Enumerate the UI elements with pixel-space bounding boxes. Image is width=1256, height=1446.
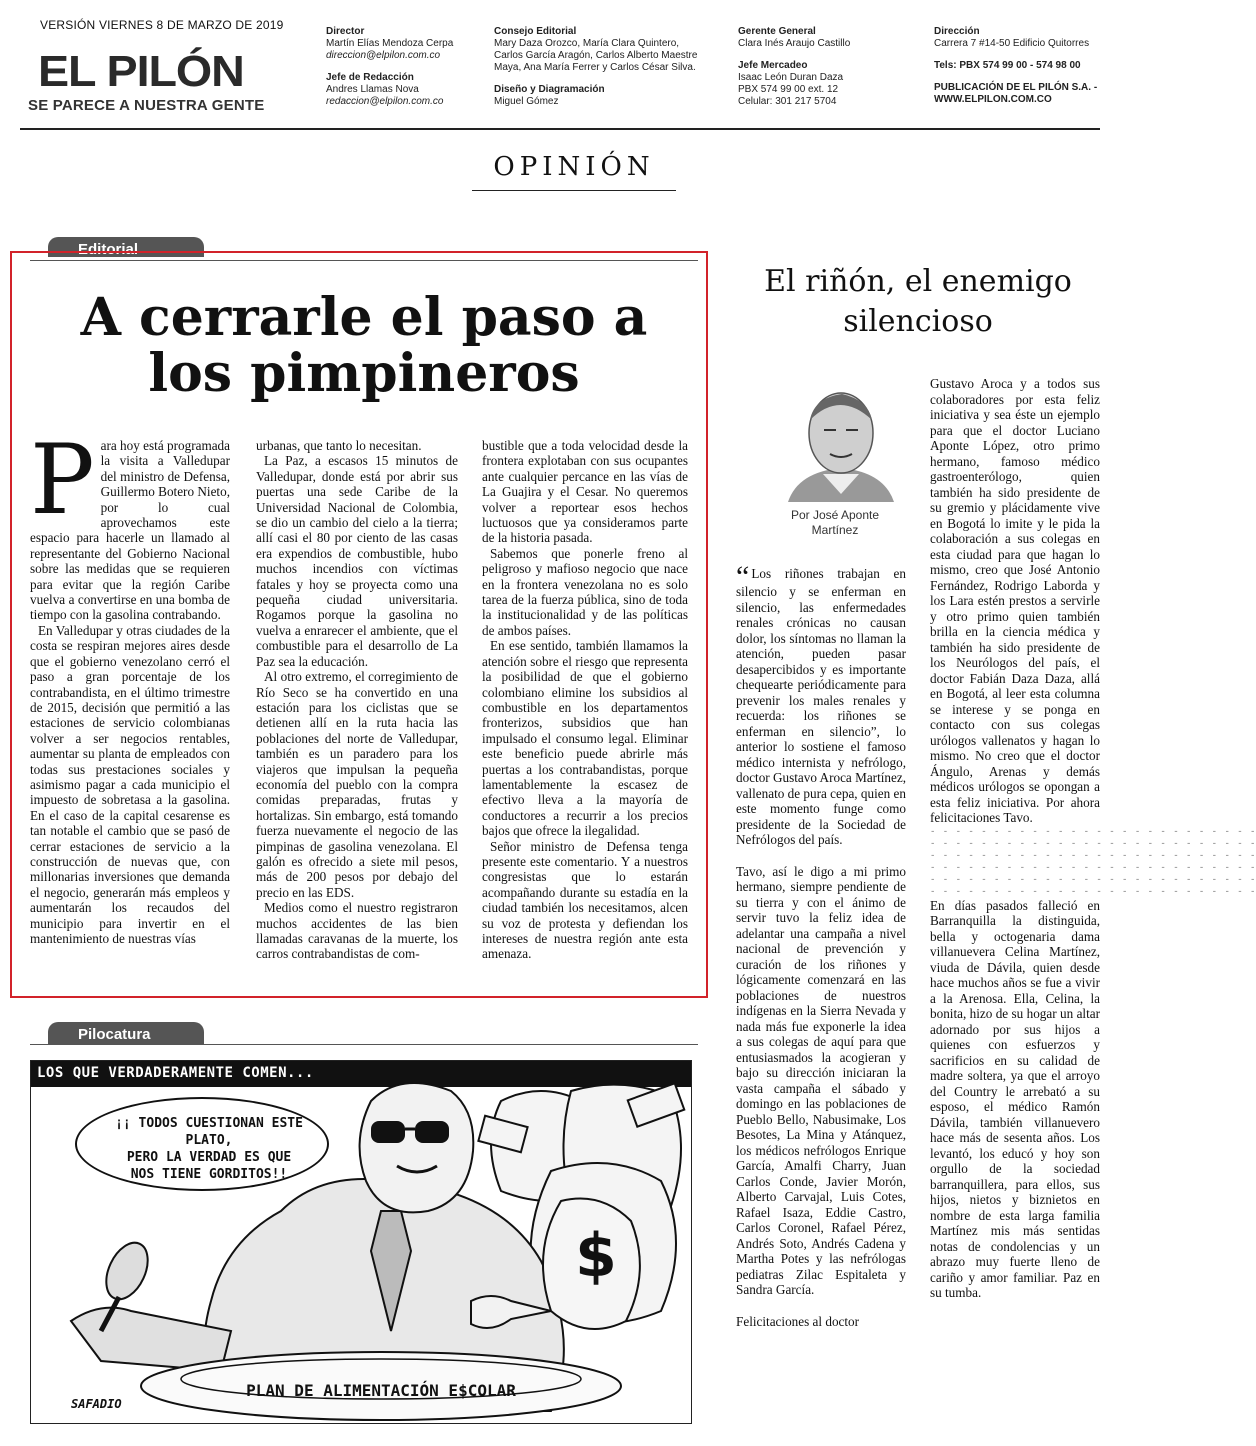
direccion-label: Dirección — [934, 26, 980, 37]
editorial-column-2 — [256, 438, 458, 962]
column-paragraph: Tavo, así le digo a mi primo hermano, siempre pendiente de su tierra y con el ánimo de servir tuvo la feliz idea de adelantar una campaña a nivel nacional de prevención y curación de los riñones y lógicamente comenzará en las poblaciones de nuestros indígenas en la Sierra Nevada y nada más fue exponerle la idea a sus colegas de aquí para que entusiasmados la acogieran y bajo su dirección iniciaran la vasta campaña el sábado y domingo en las poblaciones de Pueblo Bello, Nabusimake, Los Besotes, La Mina y Atánquez, los médicos nefrólogos Enrique García, Amalfi Charry, Juan Carlos Conde, Javier Morón, Alberto Carvajal, Luis Cotes, Rafael Isaza, Eddie Castro, Carlos Coronel, Rafael Pérez, Andrés Soto, Andrés Cadena y Martha Potes y las nefrólogas pediatras Zilac Espitaleta y Sandra García. — [736, 863, 906, 1297]
editorial-tab: Editorial — [48, 237, 204, 257]
direccion-phones: Tels: PBX 574 99 00 - 574 98 00 — [934, 60, 1081, 71]
gerente-name: Clara Inés Araujo Castillo — [738, 38, 851, 49]
editorial-paragraph: Medios como el nuestro registraron muchos accidentes de las bien llamadas caravanas de la muerte, los carros contrabandistas de com- — [256, 900, 458, 962]
pilocatura-rule — [30, 1044, 698, 1045]
director-label: Director — [326, 26, 365, 37]
publicacion-line-1: PUBLICACIÓN DE EL PILÓN S.A. - — [934, 82, 1098, 93]
column-title — [720, 262, 1116, 342]
director-email: direccion@elpilon.com.co — [326, 50, 441, 61]
column-byline — [770, 508, 900, 538]
staff-direccion — [934, 26, 1114, 106]
editorial-column-3 — [482, 438, 688, 962]
consejo-line-3: Maya, Ana María Ferrer y Carlos César Silva. — [494, 62, 696, 73]
jefe-redaccion-name: Andres Llamas Nova — [326, 84, 419, 95]
column-text-a — [736, 560, 906, 1329]
byline-line-1: Por José Aponte — [790, 508, 880, 522]
separator-dashes: - - - - - - - - - - - - - - - - - - - - - - - - - - - - - - - - - - - - - - - - - - - - - - - - - - - - - - - - - - - - - - - - - - - - - - - - - - - - - - - - - - - - - - - - - - - - - - - - - - - - - - - - - - - - - - - - - - - - - - - - - - - - - - - - - - - - - - - - - - - - - - - - - - - - - - - - - - - - — [930, 826, 1256, 897]
cartoon-banner-text: LOS QUE VERDADERAMENTE COMEN... — [37, 1065, 314, 1081]
gerente-label: Gerente General — [738, 26, 816, 37]
section-title-rule — [472, 190, 676, 191]
editorial-paragraph: Sabemos que ponerle freno al peligroso y mafioso negocio que nace en la frontera venezolana no es solo tarea de la fuerza pública, sino de toda la institucionalidad y de las políticas de ambos países. — [482, 545, 688, 638]
mercadeo-name: Isaac León Duran Daza — [738, 72, 844, 83]
cartoon — [30, 1060, 692, 1424]
direccion-address: Carrera 7 #14-50 Edificio Quitorres — [934, 38, 1090, 49]
masthead-rule — [20, 128, 1100, 130]
editorial-dropcap: P — [30, 424, 95, 536]
editorial-column-1 — [30, 424, 230, 946]
mercadeo-cel: Celular: 301 217 5704 — [738, 96, 837, 107]
column-title-line-2: silencioso — [843, 304, 993, 339]
publicacion-line-2: WWW.ELPILON.COM.CO — [934, 94, 1052, 105]
newspaper-slogan: SE PARECE A NUESTRA GENTE — [28, 97, 265, 114]
author-portrait — [778, 378, 904, 502]
bubble-line-3: NOS TIENE GORDITOS!! — [130, 1167, 288, 1182]
editorial-rule — [30, 260, 698, 261]
character-head — [360, 1083, 474, 1212]
bubble-line-2: PERO LA VERDAD ES QUE — [126, 1150, 292, 1165]
column-paragraph: Los riñones trabajan en silencio y se enferman en silencio, las enfermedades renales crónicas no causan dolor, los síntomas no llaman la atención, pueden pasar desapercibidos y es importante chequearte periódicamente para prevenir los males renales y recuerda: los riñones se enferman en silencio”, lo anterior lo sostiene el famoso médico internista y nefrólogo, doctor Gustavo Aroca Martínez, vallenato de pura cepa, quien en este momento funge como presidente de la Sociedad de Nefrólogos del país. — [736, 566, 906, 847]
speech-bubble-text — [109, 1115, 309, 1183]
column-paragraph: En días pasados falleció en Barranquilla la distinguida, bella y octogenaria dama villanuevera Celina Martínez, viuda de Dávila, quien desde hace muchos años se fue a vivir a la Arenosa. Ella, Celina, la bonita, hizo de su hogar un altar adornado por sus hijos a quienes con esfuerzos y sacrificios en su calidad de madre soltera, ya que el arroyo del Country le arrebató a su esposo, el médico Ramón Dávila, también villanuevero hace más de sesenta años. Los levantó, los educó y hoy son orgullo de la sociedad barranquillera, para ellos, sus hijos, nietos y biznietos en nombre de esta larga familia Martínez mis más sentidas notas de condolencias y un abrazo muy fuerte lleno de cariño y amor familiar. Paz en su tumba. — [930, 897, 1100, 1300]
director-name: Martín Elías Mendoza Cerpa — [326, 38, 454, 49]
column-paragraph: Felicitaciones al doctor — [736, 1313, 860, 1329]
consejo-label: Consejo Editorial — [494, 26, 577, 37]
jefe-redaccion-label: Jefe de Redacción — [326, 72, 414, 83]
editorial-paragraph: En Valledupar y otras ciudades de la costa se respiran mejores aires desde que el gobierno venezolano cerró el paso a gran porcentaje de los contrabandista, en el último trimestre de 2015, decisión que permitió a las estaciones de servicio colombianas volver a ser negocios rentables, aumentar su planta de empleados con todas sus prestaciones sociales y asimismo pagar a cada municipio el impuesto de sobretasa a la gasolina. En el caso de la capital cesarense es tan notable el cambio que se pasó de cerrar estaciones de servicio a la construcción de nuevas que, con millonarias inversiones que demanda el negocio, generarán más empleos y aumentarán los recaudos del municipio para invertir en el mantenimiento de nuestras vías — [30, 622, 230, 946]
mercadeo-pbx: PBX 574 99 00 ext. 12 — [738, 84, 839, 95]
staff-consejo — [494, 26, 724, 108]
newspaper-logo: EL PILÓN — [38, 47, 244, 96]
consejo-line-2: Carlos García Aragón, Carlos Alberto Maestre — [494, 50, 698, 61]
headline-line-2: los pimpineros — [148, 343, 580, 404]
dollar-sign: $ — [575, 1221, 617, 1291]
jefe-redaccion-email: redaccion@elpilon.com.co — [326, 96, 444, 107]
editorial-paragraph: Al otro extremo, el corregimiento de Río Seco se ha convertido en una estación para los ciclistas que se detienen allí en la ruta hacia las poblaciones del norte de Valledupar, también es un paradero para los viajeros que impulsan la pequeña economía del pueblo con la compra comidas preparadas, frutas y hortalizas. Sin embargo, está tomando fuerza nuevamente el negocio de las pimpinas de gasolina venezolana. El galón es ofrecido a siete mil pesos, más de 200 pesos por debajo del precio en las EDS. — [256, 669, 458, 900]
section-title: OPINIÓN — [493, 152, 655, 182]
headline-line-1: A cerrarle el paso a — [80, 287, 648, 348]
byline-line-2: Martínez — [811, 523, 859, 537]
bubble-line-1: ¡¡ TODOS CUESTIONAN ESTE PLATO, — [115, 1116, 303, 1148]
column-paragraph: Gustavo Aroca y a todos sus colaboradores por esta feliz iniciativa y sea éste un ejemplo para que el doctor Luciano Aponte López, otro primo hermano, famoso médico gastroenterólogo, quien también ha sido presidente de su gremio y plácidamente vive en Bogotá lo imite y le pida la colaboración a sus colegas en esta ciudad para que hagan lo mismo, creo que José Antonio Fernández, Rodrigo Laborda y los Lara estén prestos a servirle y otro primo quien también brilla en la ciencia médica y también ha sido presidente de los Neurólogos del país, el doctor Fabián Daza Daza, allá en Bogotá, al leer esta columna se interese y se ponga en contacto con sus colegas urólogos vallenatos y hagan lo mismo. No creo que el doctor Ángulo, Arenas y demás médicos urólogos se opongan a esta feliz iniciativa. Por ahora felicitaciones Tavo. — [930, 376, 1100, 825]
edition-date: VERSIÓN VIERNES 8 DE MARZO DE 2019 — [40, 18, 284, 32]
column-text-b — [930, 376, 1256, 1301]
editorial-paragraph: bustible que a toda velocidad desde la frontera explotaban con sus ocupantes ante cualquier percance en las vías de La Guajira y el Cesar. No queremos volver a reportear esos hechos luctuosos que ya consideramos parte de la historia pasada. — [482, 438, 688, 546]
consejo-line-1: Mary Daza Orozco, María Clara Quintero, — [494, 38, 680, 49]
mercadeo-label: Jefe Mercadeo — [738, 60, 808, 71]
editorial-paragraph: La Paz, a escasos 15 minutos de Valledupar, donde está por abrir sus puertas una sede Caribe de la Universidad Nacional de Colombia, se dio un cambio del cielo a la tierra; allí casi el 80 por ciento de las casas era expendios de combustible, hubo muchos incendios con víctimas fatales y hoy se proyecta como una pequeña ciudad universitaria. Rogamos porque la gasolina no vuelva a enrarecer el ambiente, que el combustible para el desarrollo de La Paz sea la educación. — [256, 453, 458, 669]
pilocatura-tab: Pilocatura — [48, 1022, 204, 1044]
quote-mark: “ — [736, 560, 750, 593]
editorial-paragraph: En ese sentido, también llamamos la atención sobre el riesgo que representa la posibilidad de que el gobierno colombiano elimine los subsidios al combustible en los departamentos fronterizos, subsidios que han impulsado el consumo legal. Eliminar este beneficio puede abrirle más puertas a los contrabandistas, porque lamentablemente la escasez de efectivo lleva a la mayoría de conductores a recurrir a los precios bajos que ofrece la ilegalidad. — [482, 638, 688, 839]
editorial-paragraph: urbanas, que tanto lo necesitan. — [256, 438, 422, 453]
staff-gerencia — [738, 26, 918, 108]
editorial-headline — [30, 287, 698, 404]
diseno-label: Diseño y Diagramación — [494, 84, 605, 95]
cartoonist-signature: SAFADIO — [71, 1397, 122, 1411]
plate-label: PLAN DE ALIMENTACIÓN E$COLAR — [246, 1381, 516, 1400]
editorial-paragraph: Señor ministro de Defensa tenga presente este comentario. Y a nuestros congresistas que lo estarán acompañando durante su estadía en la ciudad también los necesitamos, alcen su voz de protesta y defiendan los intereses de nuestra región ante esta amenaza. — [482, 838, 688, 962]
diseno-name: Miguel Gómez — [494, 96, 559, 107]
column-title-line-1: El riñón, el enemigo — [764, 264, 1072, 299]
staff-director — [326, 26, 486, 108]
editorial-paragraph: ara hoy está programada la visita a Valledupar del ministro de Defensa, Guillermo Botero Nieto, por lo cual aprovechamos este espacio para hacerle un llamado al representante del Gobierno Nacional sobre las medidas que se requieren para evitar que la región Caribe vuelva a convertirse en una bomba de tiempo con la gasolina contrabando. — [30, 438, 230, 623]
